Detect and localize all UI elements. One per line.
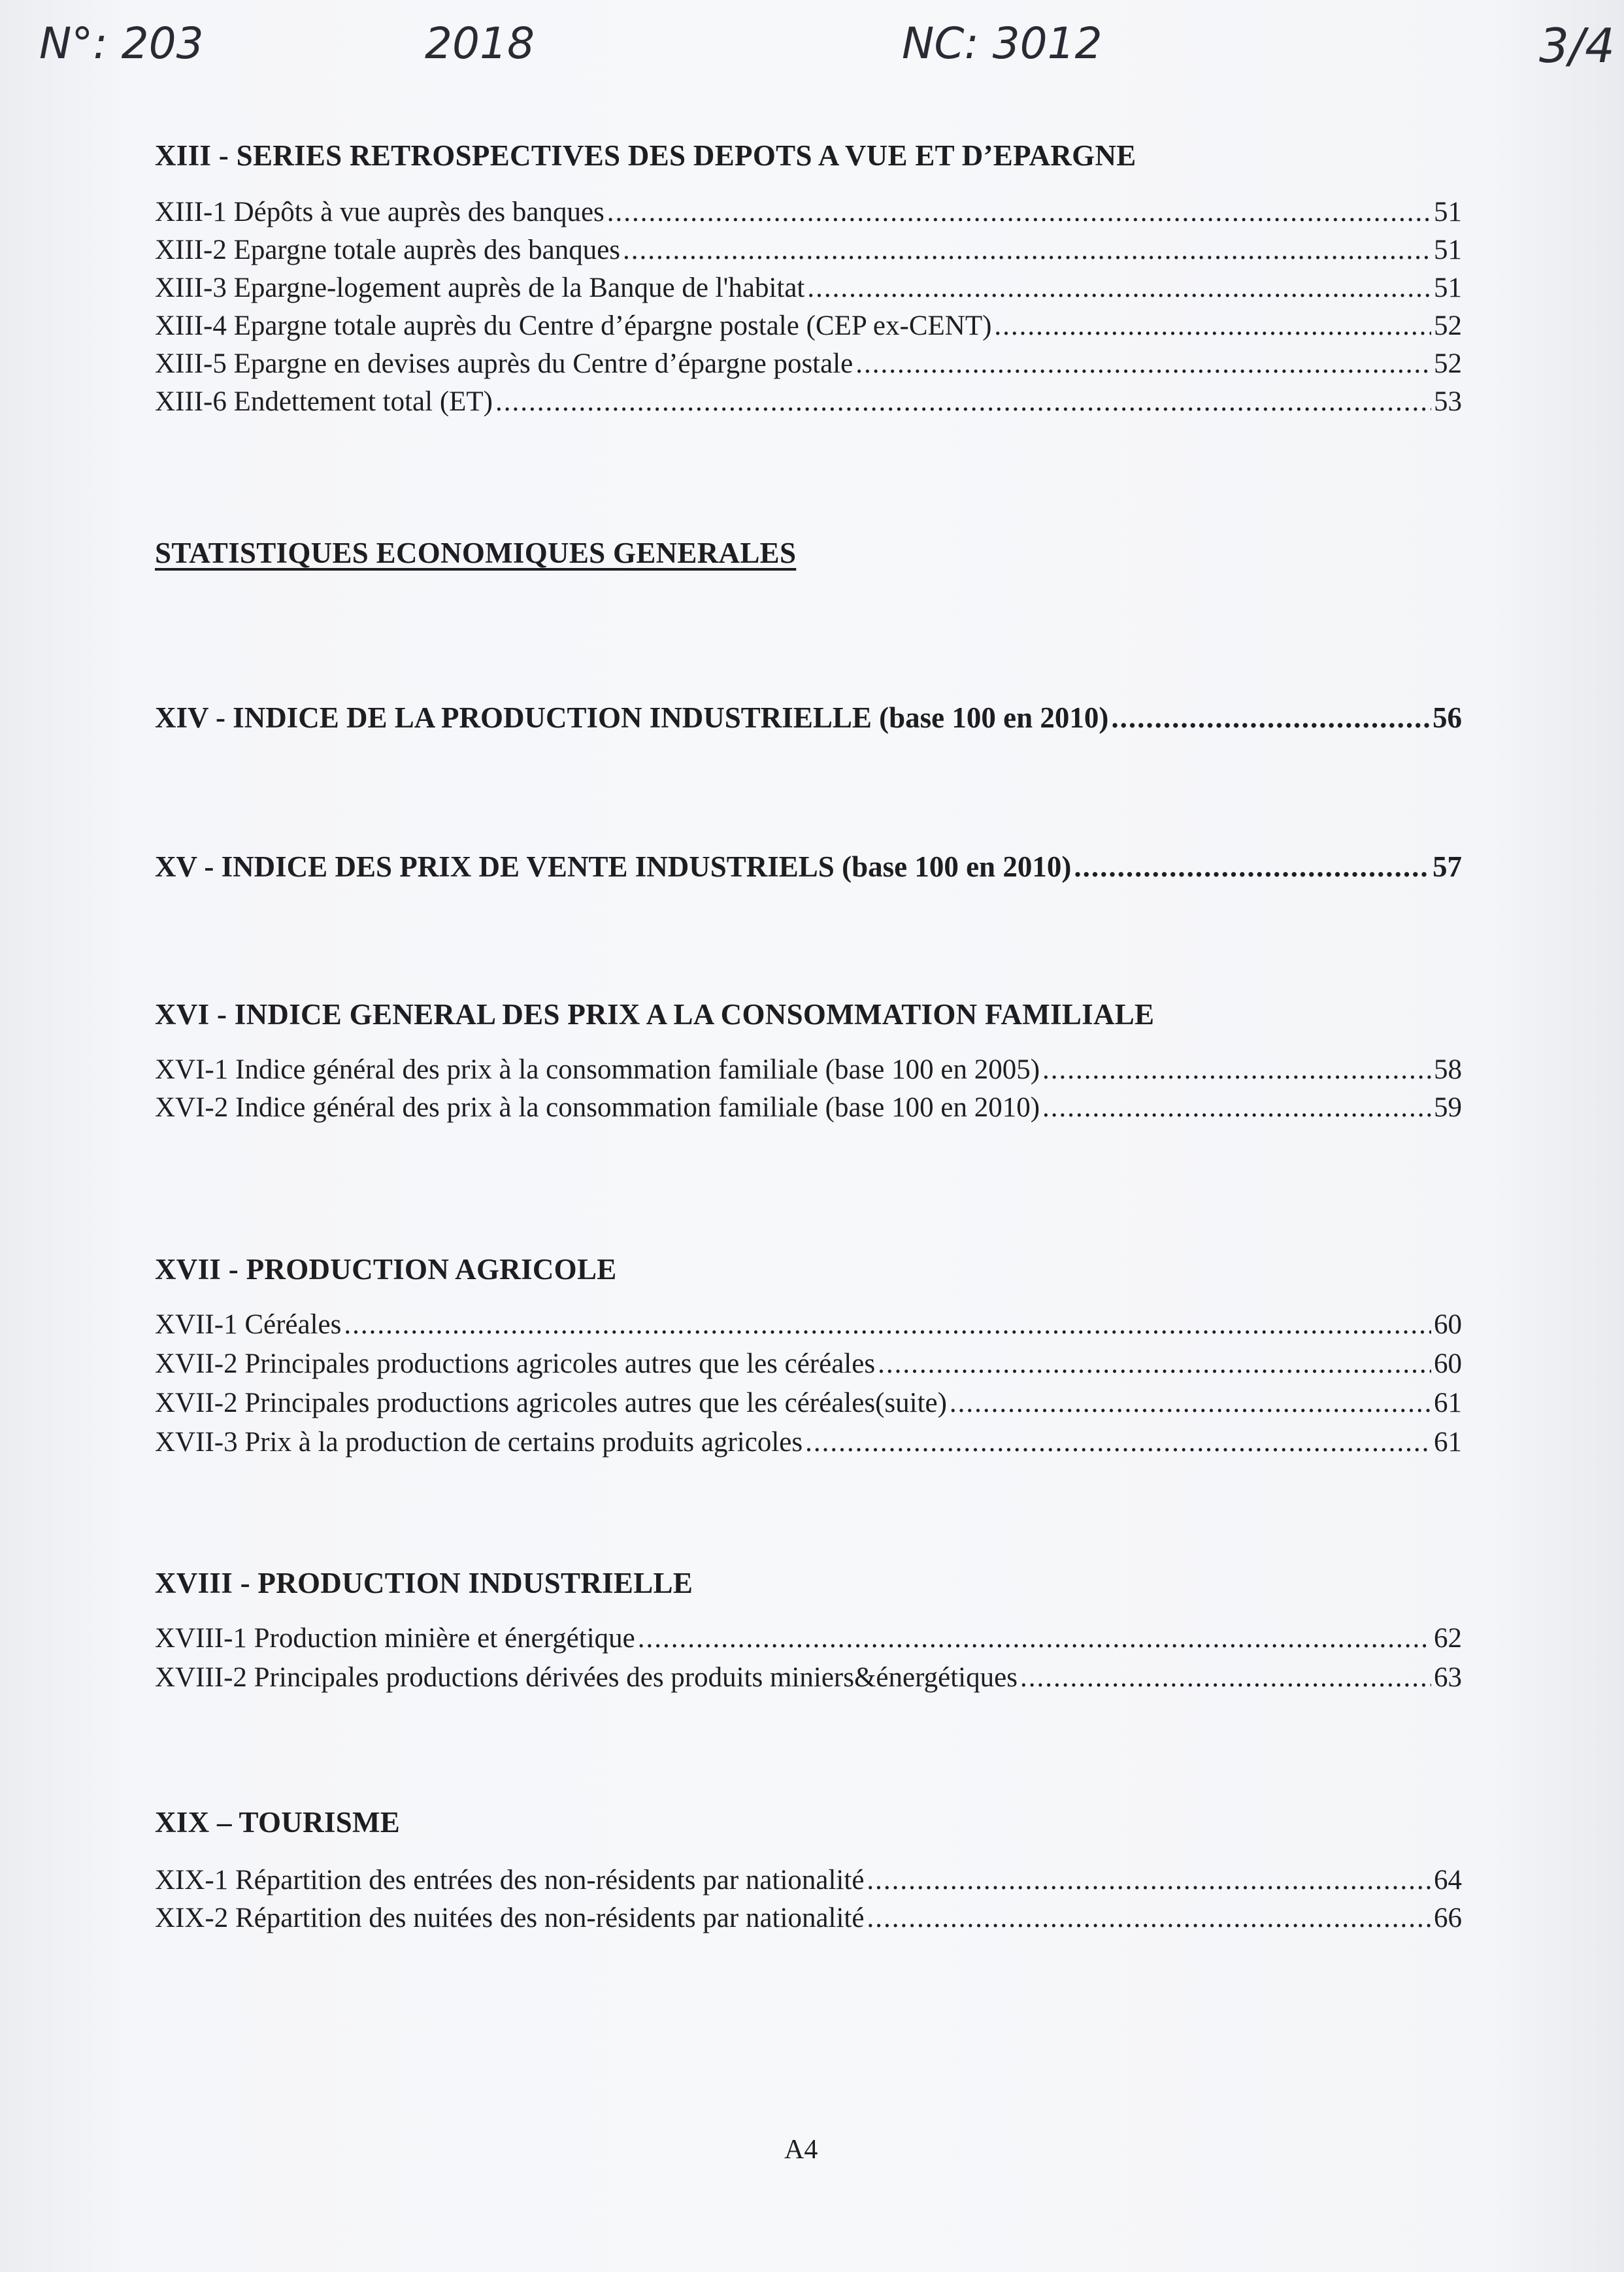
entry-page: 62 [1434,1623,1462,1654]
leader-dots [807,272,1431,304]
entry-label: XVII-3 Prix à la production de certains produits agricoles [155,1427,803,1458]
toc-entry[interactable] [155,1622,1462,1659]
entry-page: 60 [1434,1309,1462,1340]
leader-dots [867,1864,1431,1896]
leader-dots [495,386,1431,418]
section-title: XVI - INDICE GENERAL DES PRIX A LA CONSOMMATION FAMILIALE [155,998,1155,1031]
toc-entry[interactable] [155,1309,1462,1345]
leader-dots [607,196,1431,228]
entry-page: 64 [1434,1865,1462,1896]
toc-entry[interactable] [155,348,1462,384]
leader-dots [1074,850,1430,884]
section-title: XVII - PRODUCTION AGRICOLE [155,1253,617,1286]
entry-label: XVII-2 Principales productions agricoles autres que les céréales(suite) [155,1388,947,1418]
part-title: STATISTIQUES ECONOMIQUES GENERALES [155,537,797,569]
toc-entry[interactable] [155,1426,1462,1463]
entry-label: XV - INDICE DES PRIX DE VENTE INDUSTRIELS (base 100 en 2010) [155,850,1072,883]
handwritten-annotations [0,12,1624,90]
entry-page: 61 [1434,1427,1462,1458]
entry-page: 53 [1434,386,1462,417]
toc-entry[interactable] [155,386,1462,422]
handwritten-number: N°: 203 [39,18,204,69]
toc-entry[interactable] [155,1092,1462,1128]
leader-dots [950,1387,1431,1419]
toc-entry[interactable] [155,1902,1462,1939]
entry-label: XIX-2 Répartition des nuitées des non-résidents par nationalité [155,1903,865,1933]
section-title: XIII - SERIES RETROSPECTIVES DES DEPOTS A VUE ET D’EPARGNE [155,139,1136,172]
entry-label: XVI-1 Indice général des prix à la consommation familiale (base 100 en 2005) [155,1054,1040,1085]
entry-page: 57 [1433,850,1462,883]
leader-dots [805,1426,1431,1458]
leader-dots [1042,1092,1431,1124]
entry-page: 52 [1434,310,1462,341]
page-number: A4 [784,2135,818,2165]
entry-page: 63 [1434,1662,1462,1693]
section-title: XVIII - PRODUCTION INDUSTRIELLE [155,1567,693,1599]
entry-label: XIII-1 Dépôts à vue auprès des banques [155,197,605,227]
entry-page: 59 [1434,1092,1462,1123]
toc-entry[interactable] [155,196,1462,233]
leader-dots [878,1348,1431,1380]
leader-dots [1111,701,1430,735]
entry-page: 51 [1434,235,1462,265]
toc-entry[interactable] [155,1662,1462,1698]
entry-label: XIII-6 Endettement total (ET) [155,386,493,417]
entry-label: XIV - INDICE DE LA PRODUCTION INDUSTRIELLE (base 100 en 2010) [155,701,1109,734]
entry-page: 60 [1434,1348,1462,1379]
entry-label: XVII-2 Principales productions agricoles autres que les céréales [155,1348,876,1379]
handwritten-year: 2018 [425,18,535,69]
leader-dots [994,310,1431,342]
handwritten-fraction: 3/4 [1539,18,1615,73]
entry-page: 56 [1433,701,1462,734]
toc-entry[interactable] [155,1348,1462,1384]
leader-dots [1020,1662,1431,1694]
leader-dots [638,1622,1431,1654]
toc-entry[interactable] [155,310,1462,346]
toc-entry[interactable] [155,272,1462,309]
entry-page: 51 [1434,197,1462,227]
toc-entry[interactable] [155,850,1462,886]
entry-label: XIII-4 Epargne totale auprès du Centre d’épargne postale (CEP ex-CENT) [155,310,992,341]
entry-label: XVIII-2 Principales productions dérivées des produits miniers&énergétiques [155,1662,1018,1693]
leader-dots [855,348,1431,380]
toc-entry[interactable] [155,1864,1462,1901]
toc-entry[interactable] [155,1387,1462,1424]
entry-page: 61 [1434,1388,1462,1418]
section-title: XIX – TOURISME [155,1806,401,1839]
handwritten-nc: NC: 3012 [902,18,1102,69]
entry-label: XIII-2 Epargne totale auprès des banques [155,235,621,265]
toc-entry[interactable] [155,701,1462,737]
leader-dots [344,1309,1431,1341]
leader-dots [623,234,1431,266]
toc-entry[interactable] [155,1054,1462,1090]
entry-label: XIX-1 Répartition des entrées des non-résidents par nationalité [155,1865,865,1896]
entry-label: XVIII-1 Production minière et énergétique [155,1623,635,1654]
leader-dots [867,1902,1431,1934]
entry-page: 66 [1434,1903,1462,1933]
entry-label: XVII-1 Céréales [155,1309,342,1340]
entry-page: 52 [1434,348,1462,379]
entry-label: XIII-5 Epargne en devises auprès du Centre d’épargne postale [155,348,853,379]
leader-dots [1042,1054,1431,1086]
toc-entry[interactable] [155,234,1462,271]
entry-page: 58 [1434,1054,1462,1085]
entry-label: XIII-3 Epargne-logement auprès de la Banque de l'habitat [155,273,805,303]
entry-label: XVI-2 Indice général des prix à la consommation familiale (base 100 en 2010) [155,1092,1040,1123]
entry-page: 51 [1434,273,1462,303]
